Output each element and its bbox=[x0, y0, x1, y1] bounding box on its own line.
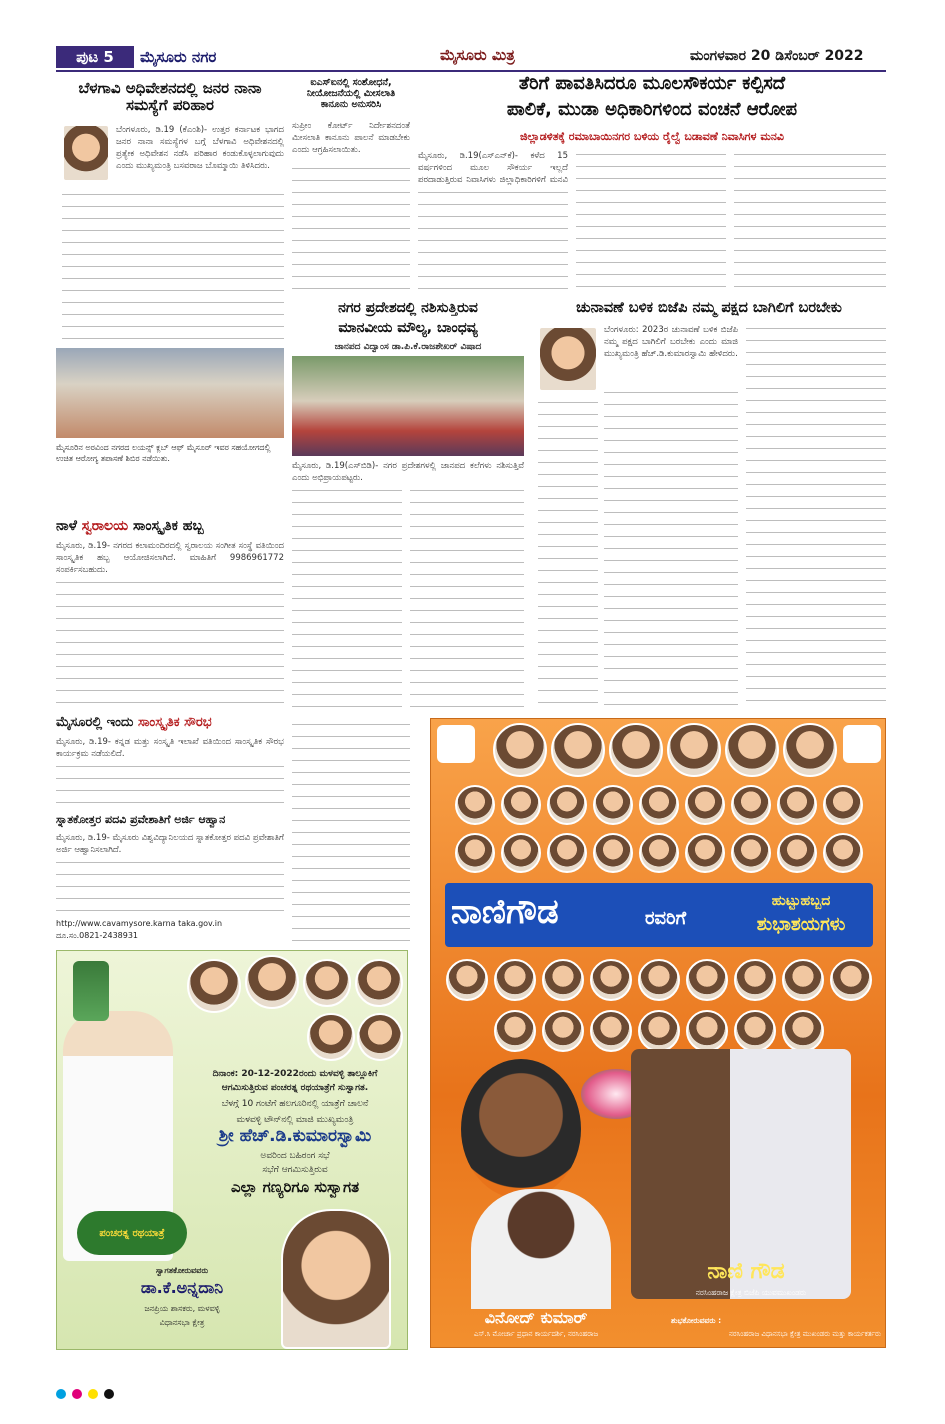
leader-thumb bbox=[446, 959, 488, 1001]
magenta-dot bbox=[72, 1389, 82, 1399]
greeting-line2: ಶುಭಾಶಯಗಳು bbox=[756, 914, 846, 935]
header-rule bbox=[56, 70, 886, 72]
article-1-body bbox=[62, 190, 284, 340]
greeting-line1: ಹುಟ್ಟುಹಬ್ಬದ bbox=[771, 893, 831, 909]
article-8-body bbox=[56, 858, 284, 916]
article-3-lead: ಮೈಸೂರು, ಡಿ.19(ಎಸ್‌ಎನ್‌ಕೆ)- ಕಳೆದ 15 ವರ್ಷಗಳಿಂದ ಮೂಲ ಸೌಕರ್ಯ ಇಲ್ಲದೆ ಪರದಾಡುತ್ತಿರುವ ನಿವಾಸಿಗಳು ಜಿಲ್ಲಾಧಿಕಾರಿಗಳಿಗೆ ಮನವಿ bbox=[418, 151, 568, 185]
leader-thumb bbox=[547, 833, 587, 873]
leader-thumb bbox=[830, 959, 872, 1001]
leader-thumb bbox=[731, 833, 771, 873]
issue-date: ಮಂಗಳವಾರ 20 ಡಿಸೆಂಬರ್ 2022 bbox=[690, 48, 864, 64]
lotus-logo-right-icon bbox=[843, 725, 881, 763]
leader-thumb bbox=[639, 785, 679, 825]
ad-farmer-figure bbox=[73, 961, 109, 1021]
ad-portrait-2 bbox=[245, 955, 299, 1009]
article-8-lead: ಮೈಸೂರು, ಡಿ.19- ಮೈಸೂರು ವಿಶ್ವವಿದ್ಯಾನಿಲಯದ ಸ್ನಾತಕೋತ್ತರ ಪದವಿ ಪ್ರವೇಶಾತಿಗೆ ಅರ್ಜಿ ಆಹ್ವಾನಿಸಲಾಗಿದೆ. bbox=[56, 833, 284, 855]
leader-thumb bbox=[542, 959, 584, 1001]
article-4-photo bbox=[292, 356, 524, 456]
leader-thumb bbox=[638, 1010, 680, 1052]
leader-grid-top bbox=[445, 785, 873, 875]
article-2-body bbox=[292, 164, 410, 292]
masthead: ಮೈಸೂರು ಮಿತ್ರ bbox=[440, 46, 515, 64]
leader-thumb bbox=[782, 1010, 824, 1052]
article-2-lead: ಸುಪ್ರೀಂ ಕೋರ್ಟ್ ನಿರ್ದೇಶನದಂತೆ ಮೀಸಲಾತಿ ಕಾನೂನು ಪಾಲನೆ ಮಾಡಬೇಕು ಎಂದು ಆಗ್ರಹಿಸಲಾಯಿತು. bbox=[292, 121, 410, 155]
article-7-headline bbox=[56, 716, 284, 731]
ad-left-host-title1: ಜನಪ್ರಿಯ ಶಾಸಕರು, ಮಳವಳ್ಳಿ bbox=[144, 1304, 220, 1313]
article-3-body-col3 bbox=[734, 150, 886, 292]
leader-thumb bbox=[593, 785, 633, 825]
leader-thumb bbox=[782, 959, 824, 1001]
article-3-headline-line1: ತೆರಿಗೆ ಪಾವತಿಸಿದರೂ ಮೂಲಸೌಕರ್ಯ ಕಲ್ಪಿಸದೆ bbox=[518, 73, 786, 94]
article-8-phone: ದೂ.ಸಂ.0821-2438931 bbox=[56, 931, 139, 940]
page-number-tag: ಪುಟ 5 bbox=[56, 46, 134, 68]
ad-left-host: ಡಾ.ಕೆ.ಅನ್ನದಾನಿ bbox=[140, 1278, 224, 1297]
leader-thumb bbox=[777, 785, 817, 825]
black-dot bbox=[104, 1389, 114, 1399]
article-3-body-col2 bbox=[576, 150, 726, 292]
leader-thumb bbox=[686, 1010, 728, 1052]
person2-title: ನರಸಿಂಹರಾಜ ಕ್ಷೇತ್ರ ಬಿಜೆಪಿ ಯುವಮುಖಂಡರು bbox=[695, 1288, 807, 1297]
article-4-subhead: ಜಾನಪದ ವಿದ್ವಾಂಸ ಡಾ.ಪಿ.ಕೆ.ರಾಜಶೇಖರ್ ವಿಷಾದ bbox=[334, 342, 482, 352]
article-7-headline-accent: ಸಾಂಸ್ಕೃತಿಕ ಸೌರಭ bbox=[137, 715, 212, 730]
article-5-headline: ಚುನಾವಣೆ ಬಳಿಕ ಬಿಜೆಪಿ ನಮ್ಮ ಪಕ್ಷದ ಬಾಗಿಲಿಗೆ ಬರಬೇಕು bbox=[576, 300, 842, 316]
article-1-lead: ಬೆಂಗಳೂರು, ಡಿ.19 (ಕೆಎಂಶಿ)- ಉತ್ತರ ಕರ್ನಾಟಕ ಭಾಗದ ಜನರ ನಾನಾ ಸಮಸ್ಯೆಗಳ ಬಗ್ಗೆ ಬೆಳಗಾವಿ ಅಧಿವೇಶನದಲ್ಲಿ ಪ್ರತ್ಯೇಕ ಅಧಿವೇಶನ ನಡೆಸಿ ಪರಿಹಾರ ಕಂಡುಕೊಳ್ಳಲಾಗುವುದು ಎಂದು ಮುಖ್ಯಮಂತ್ರಿ ಬಸವರಾಜ ಬೊಮ್ಮಾಯಿ ತಿಳಿಸಿದರು. bbox=[116, 125, 284, 171]
ad-left-badge: ಪಂಚರತ್ನ ರಥಯಾತ್ರೆ bbox=[77, 1211, 187, 1255]
ad-left-line6: ಸಭೆಗೆ ಆಗಮಿಸುತ್ತಿರುವ bbox=[262, 1165, 328, 1175]
ad-left-welcome: ಸ್ವಾಗತಕೋರುವವರು bbox=[155, 1266, 209, 1275]
ad-left-line3: ಬೆಳಗ್ಗೆ 10 ಗಂಟೆಗೆ ಹಲಗೂರಿನಲ್ಲಿ ಯಾತ್ರೆಗೆ ಚಾಲನೆ bbox=[221, 1099, 369, 1109]
article-1-photo bbox=[56, 348, 284, 438]
article-8-link[interactable]: http://www.cavamysore.karna taka.gov.in bbox=[56, 919, 223, 928]
ad-left-line4: ಮಳವಳ್ಳಿ ಟೌನ್‌ನಲ್ಲಿ ಮಾಜಿ ಮುಖ್ಯಮಂತ್ರಿ bbox=[236, 1115, 354, 1125]
ad-left-host-title2: ವಿಧಾನಸಭಾ ಕ್ಷೇತ್ರ bbox=[159, 1318, 205, 1327]
ad-portrait-6 bbox=[357, 1013, 403, 1061]
leader-thumb bbox=[501, 833, 541, 873]
person1-title: ಎಸ್.ಸಿ ಮೋರ್ಚಾ ಪ್ರಧಾನ ಕಾರ್ಯದರ್ಶಿ, ನರಸಿಂಹರಾಜ bbox=[473, 1330, 599, 1338]
article-4-headline-line1: ನಗರ ಪ್ರದೇಶದಲ್ಲಿ ನಶಿಸುತ್ತಿರುವ bbox=[338, 300, 478, 316]
ad-portrait-3 bbox=[303, 959, 351, 1007]
section-title: ಮೈಸೂರು ನಗರ bbox=[140, 48, 217, 66]
article-7-lead: ಮೈಸೂರು, ಡಿ.19- ಕನ್ನಡ ಮತ್ತು ಸಂಸ್ಕೃತಿ ಇಲಾಖೆ ವತಿಯಿಂದ ಸಾಂಸ್ಕೃತಿಕ ಸೌರಭ ಕಾರ್ಯಕ್ರಮ ನಡೆಯಲಿದೆ. bbox=[56, 737, 284, 759]
article-6-headline-accent: ಸ್ವರಾಲಯ bbox=[81, 518, 129, 534]
lotus-logo-left-icon bbox=[437, 725, 475, 763]
leader-thumb bbox=[593, 833, 633, 873]
article-4-headline-line2: ಮಾನವೀಯ ಮೌಲ್ಯ, ಬಾಂಧವ್ಯ bbox=[338, 320, 478, 336]
article-4-body-col3 bbox=[292, 720, 410, 946]
leader-thumb bbox=[501, 785, 541, 825]
leader-thumb bbox=[494, 1010, 536, 1052]
leader-portrait-3 bbox=[609, 723, 663, 777]
leader-thumb bbox=[685, 833, 725, 873]
article-1-caption: ಮೈಸೂರಿನ ಅರವಿಂದ ನಗರದ ಲಯನ್ಸ್ ಕ್ಲಬ್ ಆಫ್ ಮೈಸೂರ್ ಇವರ ಸಹಯೋಗದಲ್ಲಿ ಉಚಿತ ಆರೋಗ್ಯ ತಪಾಸಣೆ ಶಿಬಿರ ನಡೆಯಿತು. bbox=[56, 443, 271, 463]
person1-name: ವಿನೋದ್ ಕುಮಾರ್ bbox=[484, 1308, 588, 1327]
article-6-headline-plain: ನಾಳೆ bbox=[56, 518, 82, 534]
leader-thumb bbox=[823, 785, 863, 825]
ad-portrait-1 bbox=[187, 959, 241, 1013]
ad-left-line5: ಅವರಿಂದ ಬಹಿರಂಗ ಸಭೆ bbox=[260, 1151, 330, 1161]
leader-thumb bbox=[494, 959, 536, 1001]
ad-portrait-5 bbox=[307, 1013, 355, 1061]
leader-thumb bbox=[734, 1010, 776, 1052]
kumaraswamy-portrait bbox=[538, 326, 598, 392]
yellow-dot bbox=[88, 1389, 98, 1399]
print-registration-marks bbox=[56, 1384, 886, 1396]
leader-portrait-2 bbox=[551, 723, 605, 777]
article-5-body-col2 bbox=[746, 324, 886, 708]
article-3-headline-line2: ಪಾಲಿಕೆ, ಮುಡಾ ಅಧಿಕಾರಿಗಳಿಂದ ವಂಚನೆ ಆರೋಪ bbox=[506, 99, 798, 120]
footer-label: ಶುಭಕೋರುವವರು : bbox=[671, 1316, 722, 1325]
cm-portrait bbox=[62, 124, 110, 182]
article-6-headline-tail: ಸಾಂಸ್ಕೃತಿಕ ಹಬ್ಬ bbox=[128, 518, 204, 534]
cyan-dot bbox=[56, 1389, 66, 1399]
article-7-body bbox=[56, 762, 284, 810]
article-3-body-col1 bbox=[418, 188, 568, 292]
article-4-body-col1 bbox=[292, 486, 402, 712]
leader-thumb bbox=[823, 833, 863, 873]
article-2-headline: ಐಎಸ್‌ಐನಲ್ಲಿ ಸಂಶೋಧನೆ, ನೀಯೋಜನೆಯಲ್ಲಿ ಮೀಸಲಾತಿ ಕಾನೂನು ಅನುಸರಿಸಿ bbox=[306, 77, 396, 110]
leader-thumb bbox=[777, 833, 817, 873]
leader-thumb bbox=[455, 785, 495, 825]
leader-portrait-4 bbox=[667, 723, 721, 777]
ad-host-portrait bbox=[281, 1209, 391, 1349]
footer-text: ನರಸಿಂಹರಾಜ ವಿಧಾನಸಭಾ ಕ್ಷೇತ್ರ ಮುಖಂಡರು ಮತ್ತು ಕಾರ್ಯಕರ್ತರು bbox=[729, 1330, 881, 1338]
article-5-lead: ಬೆಂಗಳೂರು: 2023ರ ಚುನಾವಣೆ ಬಳಿಕ ಬಿಜೆಪಿ ನಮ್ಮ ಪಕ್ಷದ ಬಾಗಿಲಿಗೆ ಬರಬೇಕು ಎಂದು ಮಾಜಿ ಮುಖ್ಯಮಂತ್ರಿ ಹೆಚ್.ಡಿ.ಕುಮಾರಸ್ವಾಮಿ ಹೇಳಿದರು. bbox=[604, 325, 738, 359]
article-4-body-col2 bbox=[410, 486, 524, 712]
leader-thumb bbox=[734, 959, 776, 1001]
ad-birthday bbox=[430, 718, 886, 1348]
leader-thumb bbox=[590, 959, 632, 1001]
article-6-lead: ಮೈಸೂರು, ಡಿ.19- ನಗರದ ಕಲಾಮಂದಿರದಲ್ಲಿ ಸ್ವರಾಲಯ ಸಂಗೀತ ಸಂಸ್ಥೆ ವತಿಯಿಂದ ಸಾಂಸ್ಕೃತಿಕ ಹಬ್ಬ ಆಯೋಜಿಸಲಾಗಿದೆ. ಮಾಹಿತಿಗೆ 9986961772 ಸಂಪರ್ಕಿಸಬಹುದು. bbox=[56, 541, 284, 575]
title-suffix: ರವರಿಗೆ bbox=[645, 908, 687, 929]
article-1-headline: ಬೆಳಗಾವಿ ಅಧಿವೇಶನದಲ್ಲಿ ಜನರ ನಾನಾ ಸಮಸ್ಯೆಗೆ ಪರಿಹಾರ bbox=[78, 79, 262, 115]
article-7-headline-plain: ಮೈಸೂರಲ್ಲಿ ಇಂದು bbox=[56, 715, 138, 730]
leader-portrait-1 bbox=[493, 723, 547, 777]
leader-thumb bbox=[590, 1010, 632, 1052]
leader-thumb bbox=[639, 833, 679, 873]
leader-thumb bbox=[685, 785, 725, 825]
article-5-body-col0 bbox=[538, 398, 598, 708]
article-3-subhead: ಜಿಲ್ಲಾಡಳಿತಕ್ಕೆ ರಮಾಬಾಯಿನಗರ ಬಳಿಯ ರೈಲ್ವೆ ಬಡಾವಣೆ ನಿವಾಸಿಗಳ ಮನವಿ bbox=[520, 130, 784, 143]
article-5-body-col1 bbox=[604, 388, 738, 708]
leader-thumb bbox=[638, 959, 680, 1001]
leader-thumb bbox=[547, 785, 587, 825]
person1-portrait bbox=[461, 1059, 581, 1199]
leader-grid-bottom bbox=[445, 959, 873, 1055]
article-4-lead: ಮೈಸೂರು, ಡಿ.19(ಎಸ್‌ಬಿಡಿ)- ನಗರ ಪ್ರದೇಶಗಳಲ್ಲಿ ಜಾನಪದ ಕಲೆಗಳು ನಶಿಸುತ್ತಿವೆ ಎಂದು ಅಭಿಪ್ರಾಯಪಟ್ಟರು. bbox=[292, 461, 524, 483]
leader-thumb bbox=[542, 1010, 584, 1052]
leader-portrait-5 bbox=[725, 723, 779, 777]
article-6-body bbox=[56, 578, 284, 712]
title-name: ನಾಣಿಗೌಡ bbox=[451, 892, 559, 932]
ad-panchratna bbox=[56, 950, 408, 1350]
leader-portrait-6 bbox=[783, 723, 837, 777]
ad-left-line7: ಎಲ್ಲಾ ಗಣ್ಯರಿಗೂ ಸುಸ್ವಾಗತ bbox=[230, 1178, 360, 1196]
person1-portrait-lower bbox=[471, 1189, 611, 1309]
ad-left-name: ಶ್ರೀ ಹೆಚ್.ಡಿ.ಕುಮಾರಸ್ವಾಮಿ bbox=[218, 1126, 372, 1146]
ad-left-line2: ಆಗಮಿಸುತ್ತಿರುವ ಪಂಚರತ್ನ ರಥಯಾತ್ರೆಗೆ ಸುಸ್ವಾಗತ. bbox=[221, 1083, 369, 1093]
person2-name: ನಾಣಿ ಗೌಡ bbox=[707, 1259, 785, 1284]
article-6-headline bbox=[56, 518, 284, 534]
article-8-headline: ಸ್ನಾತಕೋತ್ತರ ಪದವಿ ಪ್ರವೇಶಾತಿಗೆ ಅರ್ಜಿ ಆಹ್ವಾನ bbox=[56, 813, 226, 826]
leader-thumb bbox=[455, 833, 495, 873]
leader-thumb bbox=[686, 959, 728, 1001]
ad-portrait-4 bbox=[355, 959, 403, 1007]
leader-thumb bbox=[731, 785, 771, 825]
ad-left-line1: ದಿನಾಂಕ: 20-12-2022ರಂದು ಮಳವಳ್ಳಿ ತಾಲ್ಲೂಕಿಗೆ bbox=[212, 1069, 378, 1079]
